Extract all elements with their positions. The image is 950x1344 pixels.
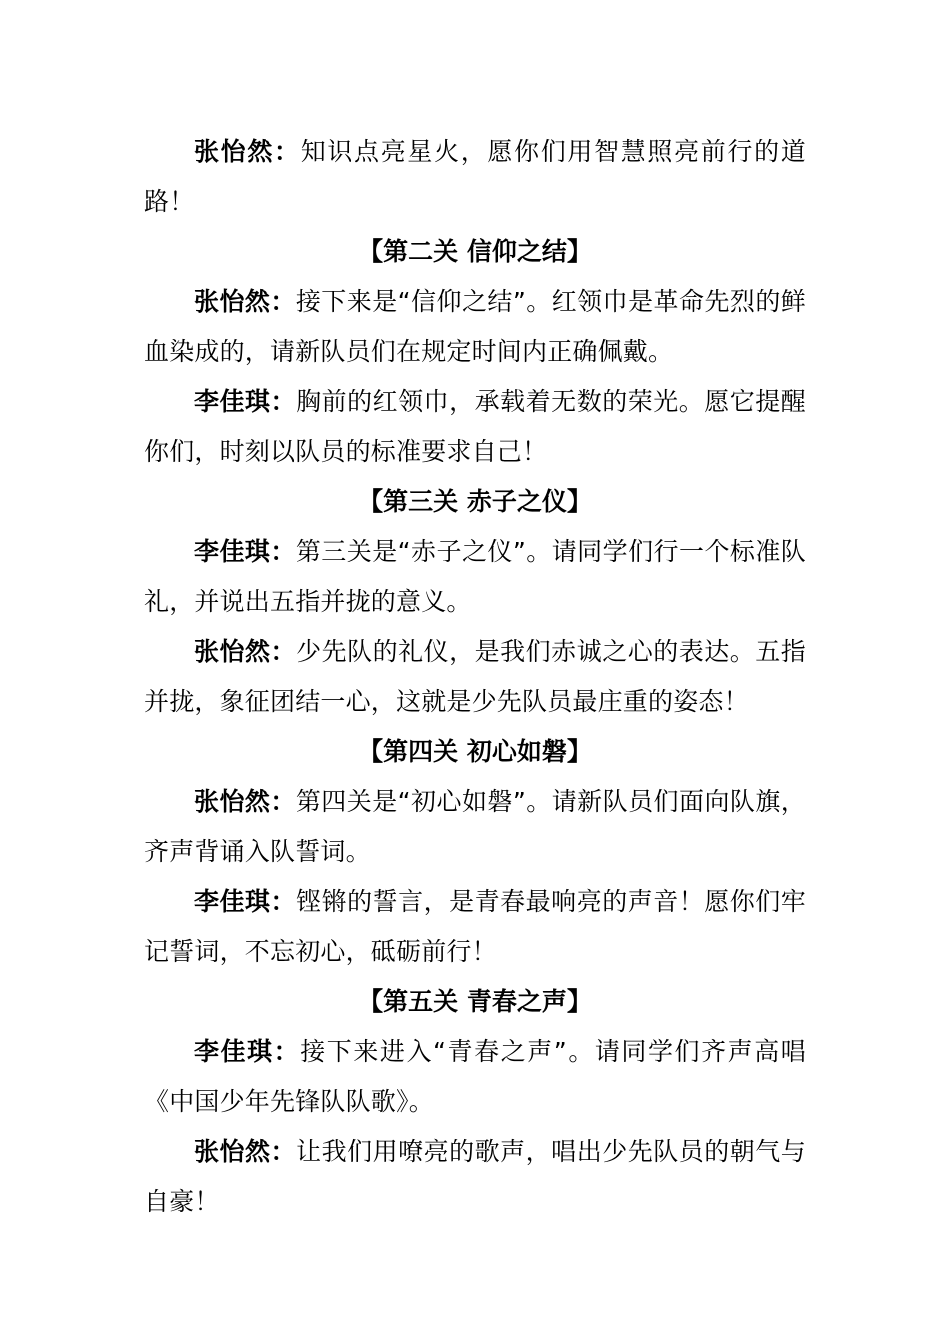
dialogue-text: 第三关是“赤子之仪”。请同学们行一个标准队礼，并说出五指并拢的意义。 (144, 537, 806, 616)
section-heading: 【第二关 信仰之结】 (358, 237, 592, 266)
dialogue-line (144, 777, 806, 877)
speaker-name: 李佳琪： (194, 1037, 301, 1066)
section-heading: 【第五关 青春之声】 (358, 987, 592, 1016)
speaker-name: 张怡然： (194, 1137, 297, 1166)
dialogue-text: 第四关是“初心如磐”。请新队员们面向队旗，齐声背诵入队誓词。 (144, 787, 806, 866)
dialogue-line (144, 1127, 806, 1227)
section-heading: 【第三关 赤子之仪】 (358, 487, 592, 516)
dialogue-text: 知识点亮星火，愿你们用智慧照亮前行的道路！ (144, 137, 806, 216)
script-content (144, 127, 806, 1227)
dialogue-text: 少先队的礼仪，是我们赤诚之心的表达。五指并拢，象征团结一心，这就是少先队员最庄重的姿态！ (144, 637, 806, 716)
speaker-name: 张怡然： (194, 137, 301, 166)
dialogue-text: 铿锵的誓言，是青春最响亮的声音！愿你们牢记誓词，不忘初心，砥砺前行！ (144, 887, 806, 966)
speaker-name: 张怡然： (194, 787, 296, 816)
speaker-name: 李佳琪： (194, 387, 297, 416)
dialogue-text: 接下来进入“青春之声”。请同学们齐声高唱《中国少年先锋队队歌》。 (144, 1037, 806, 1116)
dialogue-line (144, 877, 806, 977)
dialogue-text: 胸前的红领巾，承载着无数的荣光。愿它提醒你们，时刻以队员的标准要求自己！ (144, 387, 806, 466)
dialogue-text: 接下来是“信仰之结”。红领巾是革命先烈的鲜血染成的，请新队员们在规定时间内正确佩戴。 (144, 287, 806, 366)
dialogue-line (144, 377, 806, 477)
speaker-name: 张怡然： (194, 637, 297, 666)
dialogue-line (144, 277, 806, 377)
dialogue-line (144, 127, 806, 227)
dialogue-line (144, 527, 806, 627)
section-heading: 【第四关 初心如磐】 (358, 737, 592, 766)
dialogue-text: 让我们用嘹亮的歌声，唱出少先队员的朝气与自豪！ (144, 1137, 806, 1216)
speaker-name: 李佳琪： (194, 887, 297, 916)
dialogue-line (144, 1027, 806, 1127)
speaker-name: 张怡然： (194, 287, 296, 316)
speaker-name: 李佳琪： (194, 537, 296, 566)
dialogue-line (144, 627, 806, 727)
